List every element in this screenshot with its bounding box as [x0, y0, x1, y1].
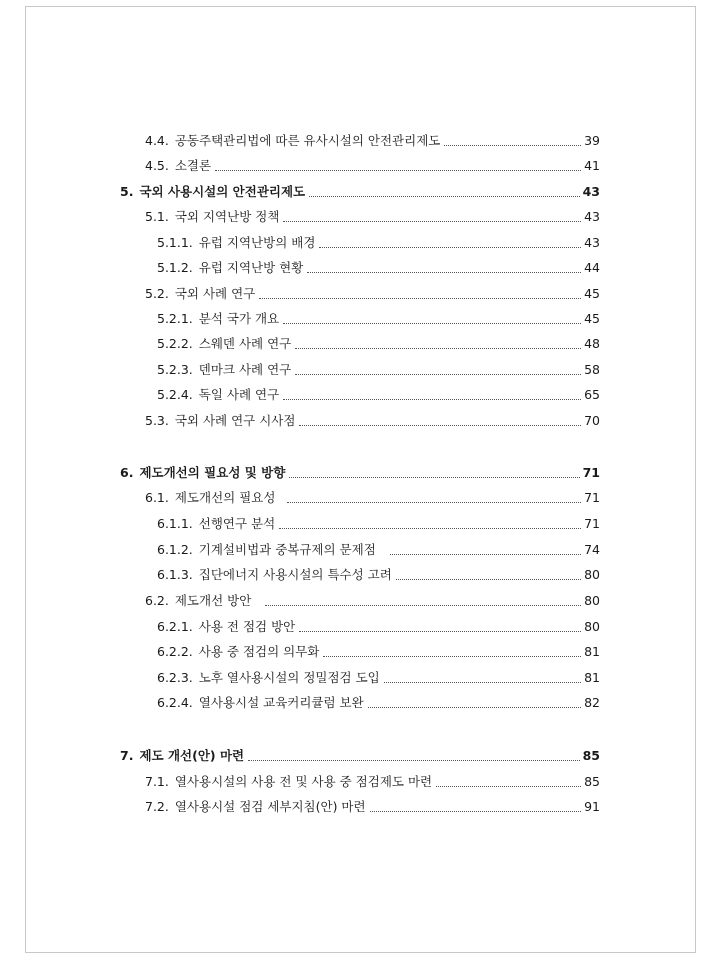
toc-entry-number: 6.2.: [145, 593, 169, 608]
toc-dot-leader: [289, 477, 579, 478]
toc-entry-title: 노후 열사용시설의 정밀점검 도입: [198, 670, 380, 685]
toc-entry-title: 유럽 지역난방의 배경: [198, 235, 316, 250]
toc-entry-page: 43: [584, 235, 600, 250]
toc-entry-5-3[interactable]: [145, 413, 600, 429]
toc-entry-title: 국외 사용시설의 안전관리제도: [139, 184, 306, 199]
toc-entry-page: 80: [584, 593, 600, 608]
toc-entry-number: 5.: [120, 184, 134, 199]
toc-entry-title: 독일 사례 연구: [198, 387, 280, 402]
toc-entry-page: 45: [584, 311, 600, 326]
toc-dot-leader: [283, 221, 581, 222]
toc-entry-6-1-1[interactable]: [157, 516, 600, 532]
toc-entry-7-1[interactable]: [145, 774, 600, 790]
toc-entry-page: 80: [584, 567, 600, 582]
toc-entry-number: 5.1.: [145, 209, 169, 224]
toc-entry-6-1-2[interactable]: [157, 542, 600, 558]
toc-entry-number: 5.2.4.: [157, 387, 193, 402]
toc-dot-leader: [295, 374, 581, 375]
toc-entry-title: 국외 사례 연구: [174, 286, 256, 301]
toc-entry-page: 91: [584, 799, 600, 814]
toc-dot-leader: [215, 170, 581, 171]
toc-dot-leader: [396, 579, 581, 580]
toc-entry-page: 45: [584, 286, 600, 301]
toc-entry-5-2-4[interactable]: [157, 387, 600, 403]
toc-entry-page: 81: [584, 670, 600, 685]
toc-dot-leader: [368, 707, 581, 708]
toc-entry-page: 43: [582, 184, 600, 199]
toc-entry-4-5[interactable]: [145, 158, 600, 174]
toc-dot-leader: [299, 631, 581, 632]
toc-entry-title: 열사용시설 점검 세부지침(안) 마련: [174, 799, 366, 814]
toc-entry-title: 국외 사례 연구 시사점: [174, 413, 296, 428]
toc-entry-number: 5.2.: [145, 286, 169, 301]
toc-entry-5-1-1[interactable]: [157, 235, 600, 251]
toc-dot-leader: [283, 399, 581, 400]
toc-entry-number: 5.3.: [145, 413, 169, 428]
toc-entry-number: 5.1.2.: [157, 260, 193, 275]
toc-entry-title: 기계설비법과 중복규제의 문제점: [198, 542, 376, 557]
toc-dot-leader: [279, 528, 581, 529]
toc-entry-title: 분석 국가 개요: [198, 311, 280, 326]
toc-entry-number: 6.1.: [145, 490, 169, 505]
toc-entry-title: 제도개선의 필요성 및 방향: [139, 465, 286, 480]
toc-entry-number: 4.4.: [145, 133, 169, 148]
toc-entry-title: 사용 전 점검 방안: [198, 619, 296, 634]
toc-entry-number: 4.5.: [145, 158, 169, 173]
toc-entry-6-2[interactable]: [145, 593, 600, 609]
toc-dot-leader: [307, 272, 581, 273]
toc-dot-leader: [287, 502, 581, 503]
toc-entry-page: 39: [584, 133, 600, 148]
toc-entry-page: 85: [584, 774, 600, 789]
toc-entry-title: 공동주택관리법에 따른 유사시설의 안전관리제도: [174, 133, 441, 148]
toc-entry-6-1-3[interactable]: [157, 567, 600, 583]
toc-entry-6-2-1[interactable]: [157, 619, 600, 635]
toc-entry-4-4[interactable]: [145, 133, 600, 149]
toc-entry-title: 제도 개선(안) 마련: [139, 748, 245, 763]
toc-entry-page: 48: [584, 336, 600, 351]
toc-entry-number: 6.1.3.: [157, 567, 193, 582]
toc-entry-title: 집단에너지 사용시설의 특수성 고려: [198, 567, 392, 582]
toc-dot-leader: [436, 786, 581, 787]
toc-entry-number: 5.2.2.: [157, 336, 193, 351]
toc-entry-5-1-2[interactable]: [157, 260, 600, 276]
toc-entry-title: 사용 중 점검의 의무화: [198, 644, 320, 659]
toc-entry-number: 6.: [120, 465, 134, 480]
toc-entry-number: 7.: [120, 748, 134, 763]
toc-dot-leader: [370, 811, 581, 812]
toc-entry-page: 74: [584, 542, 600, 557]
toc-entry-page: 85: [582, 748, 600, 763]
toc-entry-6-1[interactable]: [145, 490, 600, 506]
toc-entry-page: 70: [584, 413, 600, 428]
toc-entry-6-2-4[interactable]: [157, 695, 600, 711]
toc-entry-6[interactable]: [120, 465, 600, 481]
toc-entry-6-2-3[interactable]: [157, 670, 600, 686]
toc-entry-page: 80: [584, 619, 600, 634]
toc-entry-title: 소결론: [174, 158, 212, 173]
toc-entry-title: 열사용시설 교육커리큘럼 보완: [198, 695, 364, 710]
toc-entry-number: 5.1.1.: [157, 235, 193, 250]
toc-dot-leader: [390, 554, 581, 555]
toc-entry-number: 6.2.2.: [157, 644, 193, 659]
toc-entry-title: 선행연구 분석: [198, 516, 276, 531]
toc-entry-title: 제도개선의 필요성: [174, 490, 276, 505]
toc-dot-leader: [299, 425, 581, 426]
toc-dot-leader: [384, 682, 581, 683]
toc-dot-leader: [295, 348, 581, 349]
toc-entry-page: 44: [584, 260, 600, 275]
toc-entry-5-1[interactable]: [145, 209, 600, 225]
toc-dot-leader: [323, 656, 581, 657]
toc-entry-page: 82: [584, 695, 600, 710]
toc-entry-page: 65: [584, 387, 600, 402]
toc-dot-leader: [265, 605, 581, 606]
toc-entry-number: 6.1.2.: [157, 542, 193, 557]
toc-entry-number: 7.1.: [145, 774, 169, 789]
toc-dot-leader: [248, 760, 579, 761]
toc-entry-title: 국외 지역난방 정책: [174, 209, 280, 224]
toc-entry-title: 열사용시설의 사용 전 및 사용 중 점검제도 마련: [174, 774, 433, 789]
toc-entry-5-2-3[interactable]: [157, 362, 600, 378]
toc-dot-leader: [309, 196, 579, 197]
toc-entry-page: 43: [584, 209, 600, 224]
toc-dot-leader: [283, 323, 581, 324]
toc-entry-page: 71: [584, 516, 600, 531]
toc-entry-page: 41: [584, 158, 600, 173]
toc-entry-page: 81: [584, 644, 600, 659]
toc-entry-title: 덴마크 사례 연구: [198, 362, 292, 377]
toc-entry-7-2[interactable]: [145, 799, 600, 815]
toc-entry-5-2-1[interactable]: [157, 311, 600, 327]
toc-entry-title: 제도개선 방안: [174, 593, 252, 608]
toc-entry-number: 6.2.4.: [157, 695, 193, 710]
toc-entry-5-2-2[interactable]: [157, 336, 600, 352]
toc-entry-number: 6.2.1.: [157, 619, 193, 634]
toc-entry-6-2-2[interactable]: [157, 644, 600, 660]
toc-entry-5-2[interactable]: [145, 286, 600, 302]
toc-dot-leader: [259, 298, 581, 299]
toc-entry-number: 6.1.1.: [157, 516, 193, 531]
toc-entry-page: 71: [582, 465, 600, 480]
toc-entry-page: 58: [584, 362, 600, 377]
toc-entry-number: 5.2.1.: [157, 311, 193, 326]
toc-entry-title: 유럽 지역난방 현황: [198, 260, 304, 275]
toc-entry-7[interactable]: [120, 748, 600, 764]
toc-entry-title: 스웨덴 사례 연구: [198, 336, 292, 351]
toc-dot-leader: [319, 247, 581, 248]
toc-entry-page: 71: [584, 490, 600, 505]
toc-entry-5[interactable]: [120, 184, 600, 200]
toc-entry-number: 6.2.3.: [157, 670, 193, 685]
toc-entry-number: 7.2.: [145, 799, 169, 814]
toc-entry-number: 5.2.3.: [157, 362, 193, 377]
toc-dot-leader: [444, 145, 581, 146]
